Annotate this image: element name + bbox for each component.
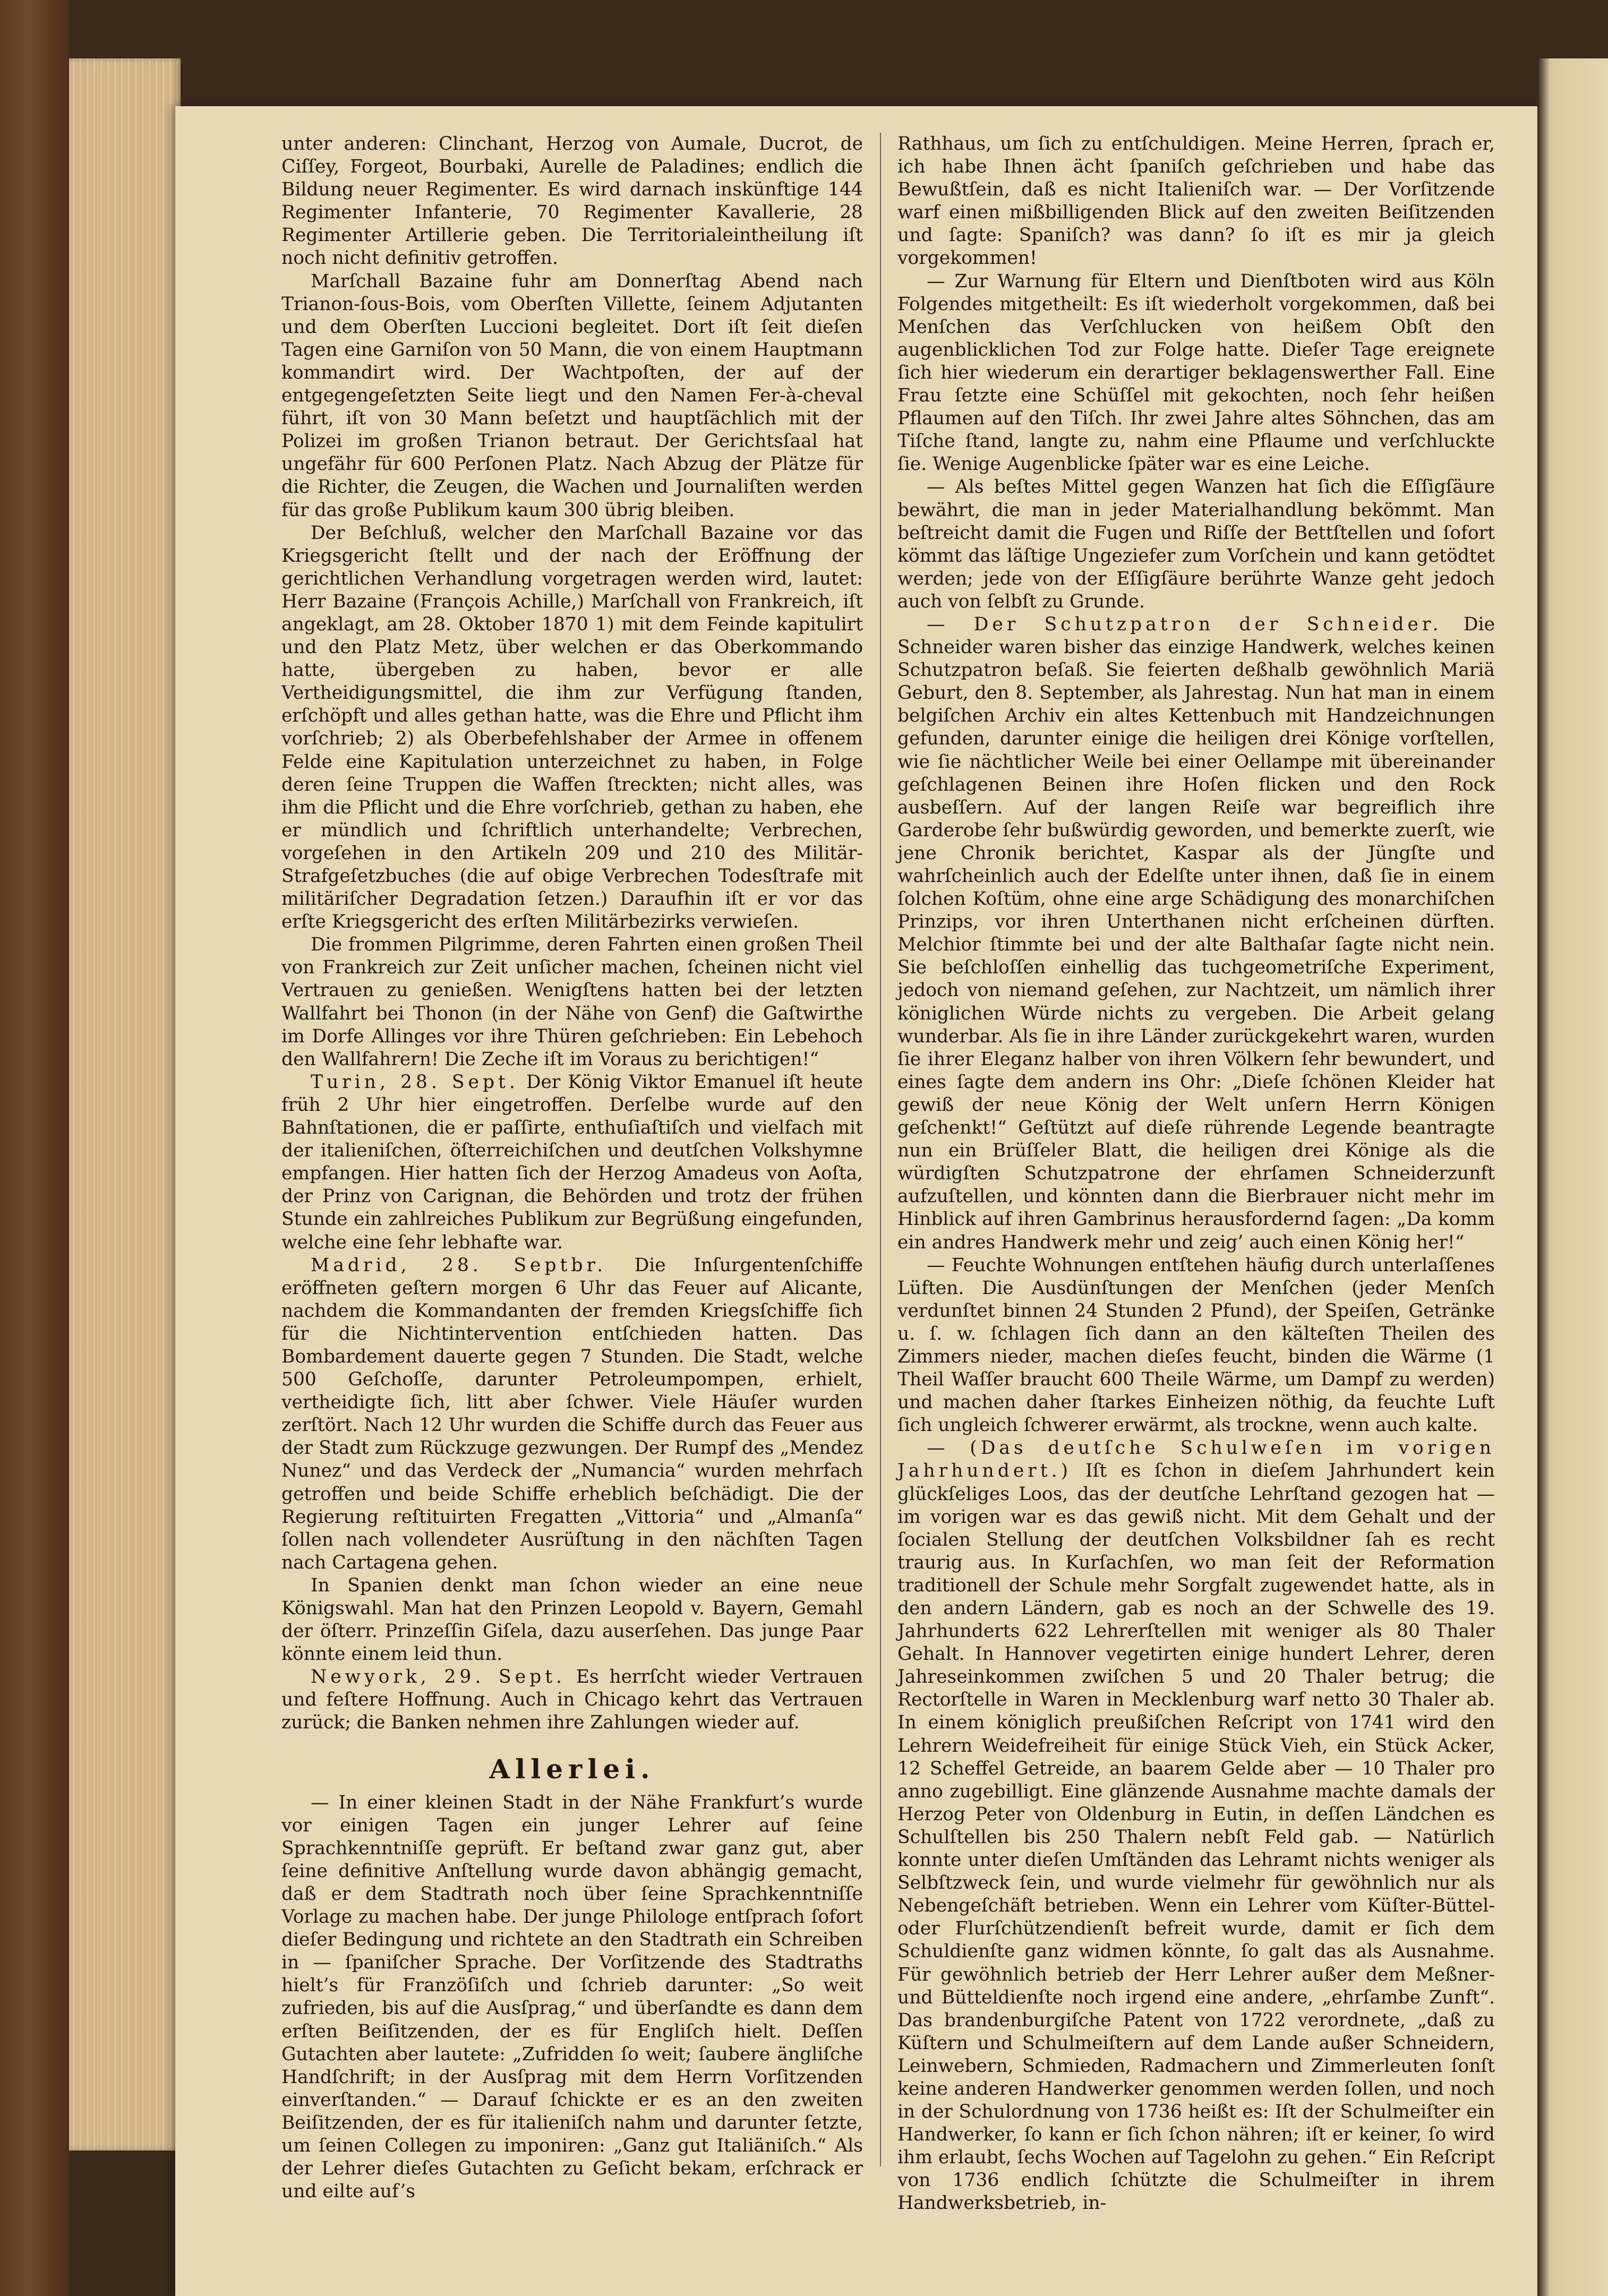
article-text: Die Schneider waren bisher das einzige Handwerk, welches keinen Schutzpatron beſaß. Sie feierten deßhalb gewöhnlich Mariä Geburt, den 8. September, als Jahrestag. Nun hat man in einem belgiſchen Archiv ein altes Kettenbuch mit Handzeichnungen gefunden, darunter einige die heiligen drei Könige vorſtellen, wie ſie nächtlicher Weile bei einer Oellampe mit übereinander geſchlagenen Beinen ihre Hoſen flicken und den Rock ausbeſſern. Auf der langen Reiſe war begreiflich ihre Garderobe ſehr bußwürdig geworden, und bemerkte zuerſt, wie jene Chronik berichtet, Kaspar als der Jüngſte und wahrſcheinlich auch der Edelſte unter ihnen, daß ſie in einem ſolchen Koſtüm, ohne eine arge Schädigung des monarchiſchen Prinzips, vor ihren Unterthanen nicht erſcheinen dürften. Melchior ſtimmte bei und der alte Balthaſar ſagte nicht nein. Sie beſchloſſen einhellig das tuchgeometriſche Experiment, jedoch von niemand geſehen, zur Nachtzeit, um nämlich ihrer königlichen Würde nichts zu vergeben. Die Arbeit gelang wunderbar. Als ſie in ihre Länder zurückgekehrt waren, wurden ſie ihrer Eleganz halber von ihren Völkern ſehr bewundert, und eines ſagte dem andern ins Ohr: „Dieſe ſchönen Kleider hat gewiß der neue König der Welt unſern Herrn Königen geſchenkt!“ Geſtützt auf dieſe rührende Legende beantragte nun ein Brüſſeler Blatt, die heiligen drei Könige als die würdigſten Schutzpatrone der ehrſamen Schneiderzunft aufzuſtellen, und könnten dann die Bierbrauer nicht mehr im Hinblick auf ihren Gambrinus herausfordernd ſagen: „Da komm ein andres Handwerk mehr und zeig’ auch einen König her!“ [897,613,1495,1253]
paragraph: — In einer kleinen Stadt in der Nähe Frankfurt’s wurde vor einigen Tagen ein junger Lehrer auf ſeine Sprachkenntniſſe geprüft. Er beſtand zwar ganz gut, aber ſeine definitive Anſtellung wurde davon abhängig gemacht, daß er dem Stadtrath noch über ſeine Sprachkenntniſſe Vorlage zu machen habe. Der junge Philologe entſprach ſofort dieſer Bedingung und richtete an den Stadtrath ein Schreiben in — ſpaniſcher Sprache. Der Vorſitzende des Stadtraths hielt’s für Franzöſiſch und ſchrieb darunter: „So weit zufrieden, bis auf die Ausſprag,“ und überſandte es dann dem erſten Beiſitzenden, der es für Engliſch hielt. Deſſen Gutachten aber lautete: „Zufridden ſo weit; ſaubere ängliſche Handſchrift; in der Ausſprag mit dem Herrn Vorſitzenden einverſtanden.“ — Darauf ſchickte er es an den zweiten Beiſitzenden, der es für italieniſch nahm und darunter ſetzte, um ſeinen Collegen zu imponiren: „Ganz gut Italiäniſch.“ Als der Lehrer dieſes Gutachten zu Geſicht bekam, erſchrack er und eilte auf’s [281,1792,863,2203]
article-headline: — Der Schutzpatron der Schneider. [927,613,1442,635]
paragraph: Rathhaus, um ſich zu entſchuldigen. Meine Herren, ſprach er, ich habe Ihnen ächt ſpaniſch geſchrieben und habe das Bewußtſein, daß es nicht Italieniſch war. — Der Vorſitzende warf einen mißbilligenden Blick auf den zweiten Beiſitzenden und ſagte: Spaniſch? was dann? ſo iſt es mir ja gleich vorgekommen! [897,133,1495,269]
paragraph [281,1666,863,1734]
paragraph: Der Beſchluß, welcher den Marſchall Bazaine vor das Kriegsgericht ſtellt und der nach der Eröffnung der gerichtlichen Verhandlung vorgetragen werden wird, lautet: Herr Bazaine (François Achille,) Marſchall von Frankreich, iſt angeklagt, am 28. Oktober 1870 1) mit dem Feinde kapitulirt und den Platz Metz, über welchen er das Oberkommando hatte, übergeben zu haben, bevor er alle Vertheidigungsmittel, die ihm zur Verfügung ſtanden, erſchöpft und alles gethan hatte, was die Ehre und Pflicht ihm vorſchrieb; 2) als Oberbefehlshaber der Armee in offenem Felde eine Kapitulation unterzeichnet zu haben, in Folge deren ſeine Truppen die Waffen ſtreckten; nicht alles, was ihm die Pflicht und die Ehre vorſchrieb, gethan zu haben, ehe er mündlich und ſchriftlich unterhandelte; Verbrechen, vorgeſehen in den Artikeln 209 und 210 des Militär-Strafgeſetzbuches (die auf obige Verbrechen Todesſtrafe mit militäriſcher Degradation ſetzen.) Daraufhin iſt er vor das erſte Kriegsgericht des erſten Militärbezirks verwieſen. [281,522,863,933]
left-column [281,133,863,2203]
column-divider [880,133,881,2166]
article-text: Es herrſcht wieder Vertrauen und feſtere Hoffnung. Auch in Chicago kehrt das Vertrauen zurück; die Banken nehmen ihre Zahlungen wieder auf. [281,1666,863,1734]
article-text: Die Inſurgentenſchiffe eröffneten geſtern morgen 6 Uhr das Feuer auf Alicante, nachdem die Kommandanten der fremden Kriegsſchiffe ſich für die Nichtintervention entſchieden hatten. Das Bombardement dauerte gegen 7 Stunden. Die Stadt, welche 500 Geſchoſſe, darunter Petroleumpompen, erhielt, vertheidigte ſich, litt aber ſchwer. Viele Häuſer wurden zerſtört. Nach 12 Uhr wurden die Schiffe durch das Feuer aus der Stadt zum Rückzuge gezwungen. Der Rumpf des „Mendez Nunez“ und das Verdeck der „Numancia“ wurden mehrfach getroffen und beide Schiffe erheblich beſchädigt. Die der Regierung reſtituirten Fregatten „Vittoria“ und „Almanſa“ ſollen nach vollendeter Ausrüſtung in den nächſten Tagen nach Cartagena gehen. [281,1254,863,1573]
dateline: Newyork, 29. Sept. [311,1666,566,1688]
paragraph: — Als beſtes Mittel gegen Wanzen hat ſich die Eſſigſäure bewährt, die man in jeder Materialhandlung bekömmt. Man beſtreicht damit die Fugen und Riſſe der Bettſtellen und ſofort kömmt das läſtige Ungeziefer zum Vorſchein und kann getödtet werden; jede von der Eſſigſäure berührte Wanze geht jedoch auch von ſelbſt zu Grunde. [897,476,1495,612]
paragraph [897,613,1495,1254]
paragraph: — Zur Warnung für Eltern und Dienſtboten wird aus Köln Folgendes mitgetheilt: Es iſt wiederholt vorgekommen, daß bei Menſchen das Verſchlucken von heißem Obſt den augenblicklichen Tod zur Folge hatte. Dieſer Tage ereignete ſich hier wiederum ein derartiger beklagenswerther Fall. Eine Frau ſetzte eine Schüſſel mit gekochten, noch ſehr heißen Pflaumen auf den Tiſch. Ihr zwei Jahre altes Söhnchen, das am Tiſche ſtand, langte zu, nahm eine Pflaume und verſchluckte ſie. Wenige Augenblicke ſpäter war es eine Leiche. [897,270,1495,475]
right-column [897,133,1495,2215]
dateline: Turin, 28. Sept. [311,1071,519,1093]
book-binding [0,0,69,2296]
adjacent-page-edge [1537,58,1608,2296]
page-edges [69,58,181,2151]
paragraph [281,1071,863,1254]
paragraph: Marſchall Bazaine fuhr am Donnerſtag Abend nach Trianon-ſous-Bois, vom Oberſten Villette, ſeinem Adjutanten und dem Oberſten Luccioni begleitet. Dort iſt ſeit dieſen Tagen eine Garniſon von 50 Mann, die von einem Hauptmann kommandirt wird. Der Wachtpoſten, der auf der entgegengeſetzten Seite liegt und den Namen Fer-à-cheval führt, iſt von 30 Mann beſetzt und hauptſächlich mit der Polizei im großen Trianon betraut. Der Gerichtsſaal hat ungefähr für 600 Perſonen Platz. Nach Abzug der Plätze für die Richter, die Zeugen, die Wachen und Journaliſten werden für das große Publikum kaum 300 übrig bleiben. [281,270,863,521]
section-heading: Allerlei. [489,1753,655,1785]
paragraph [281,1254,863,1574]
article-text: Iſt es ſchon in dieſem Jahrhundert kein glückſeliges Loos, das der deutſche Lehrſtand gezogen hat — im vorigen war es das gewiß nicht. Mit dem Gehalt und der ſocialen Stellung der deutſchen Volksbildner ſah es recht traurig aus. In Kurſachſen, wo man ſeit der Reformation traditionell der Schule mehr Sorgfalt zugewendet hatte, als in den andern Ländern, gab es noch an der Schwelle des 19. Jahrhunderts 622 Lehrerſtellen mit weniger als 80 Thaler Gehalt. In Hannover vegetirten einige hundert Lehrer, deren Jahreseinkommen zwiſchen 5 und 20 Thaler betrug; die Rectorſtelle in Waren in Mecklenburg warf netto 30 Thaler ab. In einem königlich preußiſchen Reſcript von 1741 wird den Lehrern Weidefreiheit für einige Stück Vieh, ein Stück Acker, 12 Scheffel Getreide, an baarem Gelde aber — 10 Thaler pro anno zugebilligt. Eine glänzende Ausnahme machte damals der Herzog Peter von Oldenburg in Eutin, in deſſen Ländchen es Schulſtellen bis 250 Thalern nebſt Feld gab. — Natürlich konnte unter dieſen Umſtänden das Lehramt nichts weniger als Selbſtzweck ſein, und wurde vielmehr für gewöhnlich nur als Nebengeſchäft betrieben. Wenn ein Lehrer vom Küſter-Büttel- oder Flurſchützendienſt befreit wurde, damit er ſich dem Schuldienſte ganz widmen könnte, ſo galt das als Ausnahme. Für gewöhnlich betrieb der Herr Lehrer außer dem Meßner- und Bütteldienſte noch irgend eine andere, „ehrſambe Zunft“. Das brandenburgiſche Patent von 1722 verordnete, „daß zu Küſtern und Schulmeiſtern auf dem Lande außer Schneidern, Leinwebern, Schmieden, Radmachern und Zimmerleuten ſonſt keine anderen Handwerker genommen werden ſollen, und noch in der Schulordnung von 1736 heißt es: Iſt der Schulmeiſter ein Handwerker, ſo kann er ſich ſchon nähren; iſt er keiner, ſo wird ihm erlaubt, ſechs Wochen auf Tagelohn zu gehen.“ Ein Reſcript von 1736 endlich ſchützte die Schulmeiſter in ihrem Handwerksbetrieb, in- [897,1460,1495,2214]
dateline: Madrid, 28. Septbr. [311,1254,607,1276]
paragraph [897,1437,1495,2215]
paragraph: In Spanien denkt man ſchon wieder an eine neue Königswahl. Man hat den Prinzen Leopold v. Bayern, Gemahl der öſterr. Prinzeſſin Giſela, dazu auserſehen. Das junge Paar könnte einem leid thun. [281,1574,863,1665]
article-text: Der König Viktor Emanuel iſt heute früh 2 Uhr hier eingetroffen. Derſelbe wurde auf den Bahnſtationen, die er paſſirte, enthuſiaſtiſch und vielfach mit der italieniſchen, öſterreichiſchen und deutſchen Volkshymne empfangen. Hier hatten ſich der Herzog Amadeus von Aoſta, der Prinz von Carignan, die Behörden und trotz der frühen Stunde ein zahlreiches Publikum zur Begrüßung eingefunden, welche eine ſehr lebhafte war. [281,1071,863,1253]
paragraph: unter anderen: Clinchant, Herzog von Aumale, Ducrot, de Ciſſey, Forgeot, Bourbaki, Aurelle de Paladines; endlich die Bildung neuer Regimenter. Es wird darnach inskünftige 144 Regimenter Infanterie, 70 Regimenter Kavallerie, 28 Regimenter Artillerie geben. Die Territorialeintheilung iſt noch nicht definitiv getroffen. [281,133,863,269]
paragraph: Die frommen Pilgrimme, deren Fahrten einen großen Theil von Frankreich zur Zeit unſicher machen, ſcheinen nicht viel Vertrauen zu genießen. Wenigſtens hatten bei der letzten Wallfahrt bei Thonon (in der Nähe von Genf) die Gaſtwirthe im Dorfe Allinges vor ihre Thüren geſchrieben: Ein Lebehoch den Wallfahrern! Die Zeche iſt im Voraus zu berichtigen!“ [281,934,863,1070]
article-headline: — (Das deutſche Schulweſen im vorigen Jahrhundert.) [897,1437,1495,1482]
paragraph: — Feuchte Wohnungen entſtehen häufig durch unterlaſſenes Lüften. Die Ausdünſtungen der Menſchen (jeder Menſch verdunſtet binnen 24 Stunden 2 Pfund), der Speiſen, Getränke u. ſ. w. ſchlagen ſich dann an den kälteſten Theilen des Zimmers nieder, machen dieſes feucht, binden die Wärme (1 Theil Waſſer braucht 600 Theile Wärme, um Dampf zu werden) und machen daher ſtarkes Einheizen nöthig, da feuchte Luft ſich ungleich ſchwerer erwärmt, als trockne, wenn auch kalte. [897,1254,1495,1436]
